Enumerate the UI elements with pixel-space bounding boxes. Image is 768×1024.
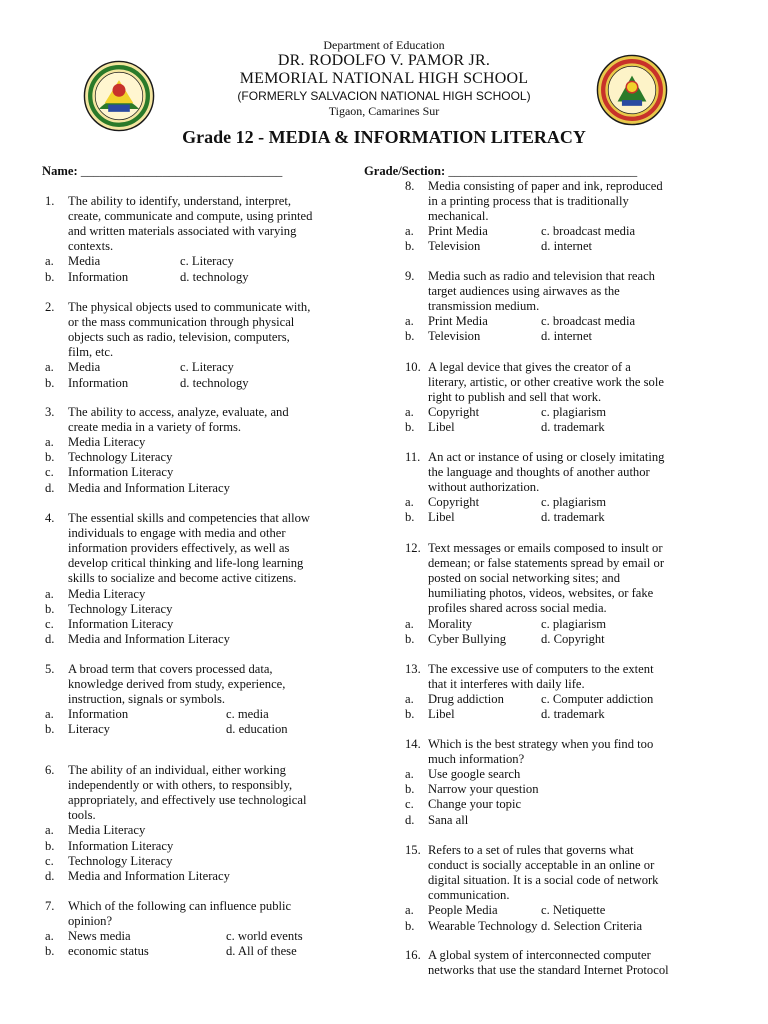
answer-option[interactable]: Information Literacy: [68, 838, 174, 853]
exam-title: Grade 12 - MEDIA & INFORMATION LITERACY: [182, 127, 586, 147]
option-letter: a.: [405, 767, 414, 782]
question-text-line: An act or instance of using or closely imitating: [428, 450, 665, 464]
answer-option[interactable]: Change your topic: [428, 797, 522, 812]
question-number: 6.: [45, 763, 55, 777]
option-letter: b.: [45, 722, 55, 737]
question-text-line: The physical objects used to communicate with,: [68, 300, 311, 314]
option-letter: a.: [405, 903, 414, 918]
option-letter: a.: [45, 929, 54, 944]
question-text-line: without authorization.: [428, 480, 540, 495]
answer-option[interactable]: Copyright: [428, 405, 480, 420]
answer-option[interactable]: Libel: [428, 707, 455, 722]
question-number: 5.: [45, 662, 55, 676]
answer-option[interactable]: c. plagiarism: [541, 405, 607, 420]
option-letter: b.: [405, 510, 415, 525]
question-text-line: conduct is socially acceptable in an online or: [428, 858, 655, 873]
option-letter: a.: [45, 586, 54, 601]
left-seal-graphic: [83, 60, 155, 132]
answer-option[interactable]: d. internet: [541, 239, 593, 254]
option-letter: c.: [405, 797, 414, 812]
question-text-line: tools.: [68, 808, 96, 823]
question-text-line: The ability to access, analyze, evaluate, and: [68, 405, 289, 419]
answer-option[interactable]: Media and Information Literacy: [68, 868, 230, 883]
option-letter: a.: [405, 495, 414, 510]
school-name-line1: DR. RODOLFO V. PAMOR JR.: [277, 52, 491, 69]
question-text-line: A global system of interconnected computer: [428, 948, 651, 962]
option-letter: b.: [45, 838, 55, 853]
question-text-line: Media such as radio and television that reach: [428, 269, 655, 283]
question-text-line: transmission medium.: [428, 299, 540, 314]
answer-option[interactable]: d. trademark: [541, 707, 605, 722]
option-letter: c.: [45, 853, 54, 868]
question-number: 4.: [45, 511, 55, 525]
question-number: 1.: [45, 194, 55, 208]
question-number: 7.: [45, 899, 55, 913]
right-seal-graphic: [596, 54, 668, 126]
answer-option[interactable]: Cyber Bullying: [428, 631, 507, 646]
question-text-line: communication.: [428, 888, 510, 903]
question-text-line: that it interferes with daily life.: [428, 677, 585, 692]
answer-option[interactable]: Wearable Technology: [428, 918, 538, 933]
answer-option[interactable]: Media and Information Literacy: [68, 480, 230, 495]
answer-option[interactable]: c. broadcast media: [541, 224, 636, 239]
answer-option[interactable]: d. trademark: [541, 510, 605, 525]
question-text-line: digital situation. It is a social code of network: [428, 873, 659, 888]
option-letter: b.: [405, 782, 415, 797]
question-text-line: A broad term that covers processed data,: [68, 662, 273, 676]
question-number: 14.: [405, 737, 421, 751]
question-text-line: demean; or false statements spread by email or: [428, 556, 665, 571]
school-name-line2: MEMORIAL NATIONAL HIGH SCHOOL: [239, 70, 529, 87]
question-text-line: Refers to a set of rules that governs what: [428, 843, 634, 857]
answer-option[interactable]: Television: [428, 239, 481, 254]
question-number: 13.: [405, 662, 421, 676]
option-letter: a.: [405, 405, 414, 420]
question-number: 3.: [45, 405, 55, 419]
question-text-line: information providers effectively, as well as: [68, 541, 290, 556]
answer-option[interactable]: News media: [68, 929, 131, 944]
option-letter: d.: [405, 812, 415, 827]
answer-option[interactable]: Media and Information Literacy: [68, 631, 230, 646]
answer-option[interactable]: Copyright: [428, 495, 480, 510]
answer-option[interactable]: Information: [68, 707, 129, 722]
option-letter: b.: [405, 420, 415, 435]
answer-option[interactable]: c. broadcast media: [541, 314, 636, 329]
option-letter: b.: [45, 944, 55, 959]
left-school-seal: [83, 60, 155, 132]
option-letter: b.: [405, 631, 415, 646]
answer-option[interactable]: d. Copyright: [541, 631, 605, 646]
option-letter: a.: [45, 823, 54, 838]
option-letter: a.: [45, 360, 54, 375]
answer-option[interactable]: Use google search: [428, 767, 521, 782]
option-letter: a.: [405, 314, 414, 329]
question-text-line: much information?: [428, 752, 525, 767]
answer-option[interactable]: Technology Literacy: [68, 853, 173, 868]
option-letter: b.: [405, 707, 415, 722]
option-letter: a.: [45, 254, 54, 269]
answer-option[interactable]: Information Literacy: [68, 465, 174, 480]
question-number: 11.: [405, 450, 421, 464]
answer-option[interactable]: Information: [68, 375, 129, 390]
right-school-seal: [596, 54, 668, 126]
option-letter: b.: [45, 450, 55, 465]
answer-option[interactable]: Libel: [428, 420, 455, 435]
question-text-line: create media in a variety of forms.: [68, 420, 242, 435]
answer-option[interactable]: d. education: [226, 722, 288, 737]
option-letter: c.: [45, 465, 54, 480]
answer-option[interactable]: Drug addiction: [428, 692, 504, 707]
answer-option[interactable]: d. technology: [180, 375, 249, 390]
question-text-line: Media consisting of paper and ink, reproduced: [428, 179, 663, 193]
question-text-line: A legal device that gives the creator of a: [428, 360, 631, 374]
answer-option[interactable]: d. technology: [180, 269, 249, 284]
answer-option[interactable]: economic status: [68, 944, 149, 959]
option-letter: a.: [45, 707, 54, 722]
question-text-line: Which is the best strategy when you find too: [428, 737, 654, 751]
question-text-line: The ability of an individual, either working: [68, 763, 286, 777]
question-text-line: The ability to identify, understand, interpret,: [68, 194, 292, 208]
question-number: 2.: [45, 300, 55, 314]
question-number: 8.: [405, 179, 415, 193]
question-text-line: target audiences using airwaves as the: [428, 284, 620, 299]
question-text-line: mechanical.: [428, 209, 489, 224]
answer-option[interactable]: Sana all: [428, 812, 469, 827]
option-letter: b.: [405, 329, 415, 344]
answer-option[interactable]: c. plagiarism: [541, 495, 607, 510]
question-text-line: create, communicate and compute, using printed: [68, 209, 313, 224]
answer-option[interactable]: Print Media: [428, 224, 488, 239]
question-text-line: Which of the following can influence public: [68, 899, 292, 913]
answer-option[interactable]: c. Literacy: [180, 254, 234, 269]
answer-option[interactable]: Print Media: [428, 314, 488, 329]
question-text-line: profiles shared across social media.: [428, 601, 607, 616]
name-blank: ________________________________: [80, 164, 283, 178]
answer-option[interactable]: Technology Literacy: [68, 450, 173, 465]
question-text-line: or the mass communication through physical: [68, 315, 295, 330]
question-text-line: individuals to engage with media and other: [68, 526, 286, 541]
question-text-line: The excessive use of computers to the extent: [428, 662, 654, 676]
question-text-line: appropriately, and effectively use technological: [68, 793, 307, 808]
question-text-line: The essential skills and competencies that allow: [68, 511, 311, 525]
option-letter: d.: [45, 868, 55, 883]
question-text-line: humiliating photos, videos, websites, or fake: [428, 586, 654, 601]
question-text-line: Text messages or emails composed to insult or: [428, 541, 663, 555]
option-letter: b.: [405, 239, 415, 254]
option-letter: b.: [405, 918, 415, 933]
option-letter: b.: [45, 269, 55, 284]
answer-option[interactable]: d. internet: [541, 329, 593, 344]
question-text-line: objects such as radio, television, computers,: [68, 330, 290, 345]
answer-option[interactable]: Media Literacy: [68, 823, 146, 838]
question-text-line: opinion?: [68, 914, 113, 929]
question-text-line: skills to socialize and become active citizens.: [68, 571, 297, 586]
name-label: Name:: [42, 164, 78, 178]
answer-option[interactable]: Television: [428, 329, 481, 344]
answer-option[interactable]: c. plagiarism: [541, 616, 607, 631]
answer-option[interactable]: Media: [68, 254, 101, 269]
question-number: 10.: [405, 360, 421, 374]
question-text-line: and written materials associated with varying: [68, 224, 297, 239]
question-text-line: contexts.: [68, 239, 114, 254]
answer-option[interactable]: c. Literacy: [180, 360, 234, 375]
name-field[interactable]: [42, 164, 282, 179]
answer-option[interactable]: Media: [68, 360, 101, 375]
question-text-line: in a printing process that is traditionally: [428, 194, 629, 209]
former-school-name: (FORMERLY SALVACION NATIONAL HIGH SCHOOL): [237, 89, 531, 103]
answer-option[interactable]: Literacy: [68, 722, 110, 737]
grade-section-field[interactable]: [364, 164, 637, 179]
answer-option[interactable]: Information: [68, 269, 129, 284]
school-address: Tigaon, Camarines Sur: [328, 104, 440, 118]
answer-option[interactable]: d. All of these: [226, 944, 297, 959]
option-letter: a.: [405, 616, 414, 631]
option-letter: b.: [45, 375, 55, 390]
answer-option[interactable]: People Media: [428, 903, 498, 918]
grade-section-label: Grade/Section:: [364, 164, 446, 178]
answer-option[interactable]: Morality: [428, 616, 473, 631]
option-letter: b.: [45, 601, 55, 616]
answer-option[interactable]: Libel: [428, 510, 455, 525]
question-text-line: develop critical thinking and life-long learning: [68, 556, 304, 571]
question-text-line: the language and thoughts of another author: [428, 465, 650, 480]
answer-option[interactable]: Media Literacy: [68, 586, 146, 601]
answer-option[interactable]: Narrow your question: [428, 782, 539, 797]
grade-section-blank: ______________________________: [448, 164, 638, 178]
option-letter: d.: [45, 631, 55, 646]
question-number: 9.: [405, 269, 415, 283]
question-text-line: knowledge derived from study, experience,: [68, 677, 286, 692]
option-letter: d.: [45, 480, 55, 495]
option-letter: a.: [405, 224, 414, 239]
question-text-line: independently or with others, to responsibly,: [68, 778, 293, 793]
option-letter: a.: [45, 435, 54, 450]
answer-option[interactable]: c. Netiquette: [541, 903, 606, 918]
question-text-line: literary, artistic, or other creative work the sole: [428, 375, 664, 390]
answer-option[interactable]: c. world events: [226, 929, 303, 944]
question-text-line: right to publish and sell that work.: [428, 390, 602, 405]
question-text-line: instruction, signals or symbols.: [68, 692, 226, 707]
answer-option[interactable]: d. Selection Criteria: [541, 918, 643, 933]
question-text-line: posted on social networking sites; and: [428, 571, 621, 586]
option-letter: c.: [45, 616, 54, 631]
question-text-line: film, etc.: [68, 345, 114, 360]
option-letter: a.: [405, 692, 414, 707]
question-number: 15.: [405, 843, 421, 857]
answer-option[interactable]: c. media: [226, 707, 269, 722]
answer-option[interactable]: Technology Literacy: [68, 601, 173, 616]
question-number: 16.: [405, 948, 421, 962]
department-label: Department of Education: [323, 38, 445, 52]
question-number: 12.: [405, 541, 421, 555]
answer-option[interactable]: Information Literacy: [68, 616, 174, 631]
answer-option[interactable]: Media Literacy: [68, 435, 146, 450]
answer-option[interactable]: c. Computer addiction: [541, 692, 654, 707]
question-text-line: networks that use the standard Internet Protocol: [428, 963, 669, 978]
answer-option[interactable]: d. trademark: [541, 420, 605, 435]
